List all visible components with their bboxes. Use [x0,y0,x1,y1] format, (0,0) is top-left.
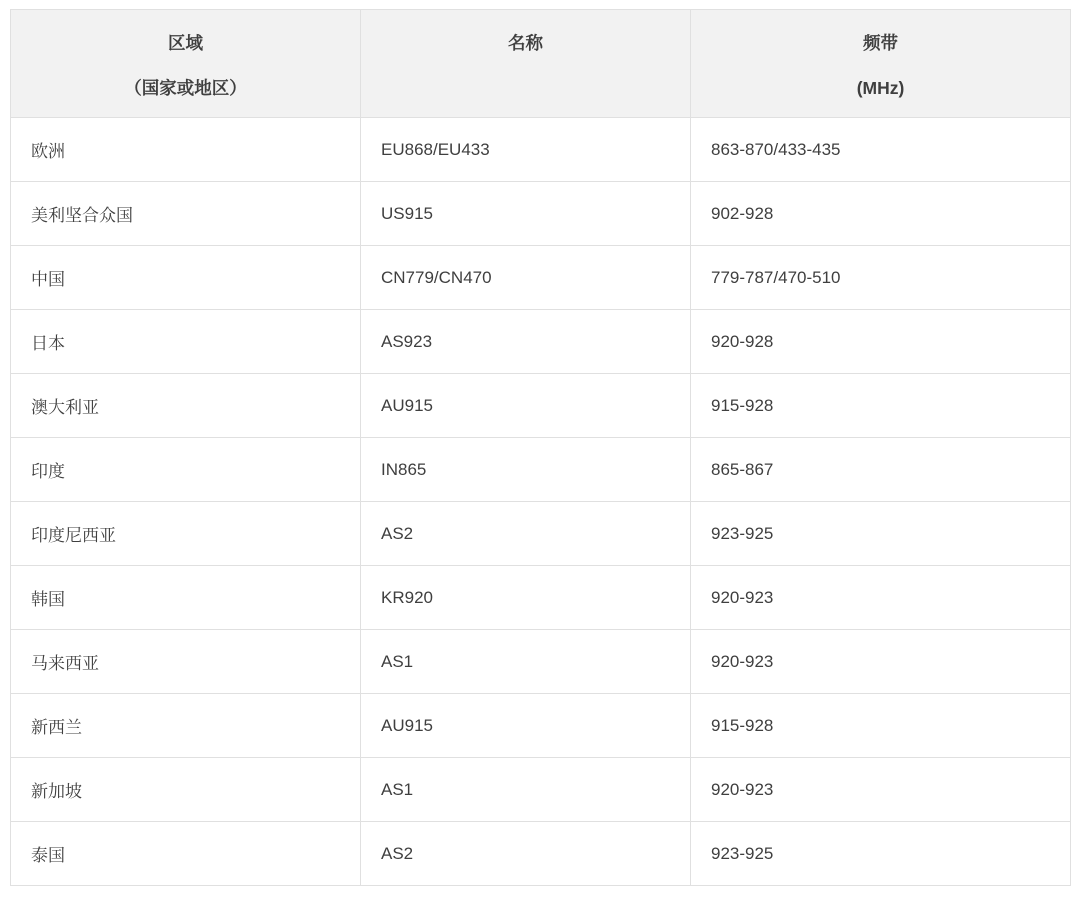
region-header-line2: （国家或地区） [124,78,247,98]
name-cell: KR920 [361,566,691,630]
name-column-header [361,10,691,118]
table-header [11,10,1071,118]
table-row [11,566,1071,630]
table-row [11,694,1071,758]
band-cell: 863-870/433-435 [691,118,1071,182]
band-cell: 915-928 [691,374,1071,438]
name-cell: AU915 [361,694,691,758]
name-header-line1: 名称 [508,33,543,53]
band-cell: 902-928 [691,182,1071,246]
region-cell: 澳大利亚 [11,374,361,438]
table-row [11,182,1071,246]
table-row [11,310,1071,374]
name-cell: AS2 [361,822,691,886]
name-cell: AS2 [361,502,691,566]
band-cell: 865-867 [691,438,1071,502]
region-cell: 日本 [11,310,361,374]
table-row [11,758,1071,822]
region-column-header [11,10,361,118]
region-cell: 新西兰 [11,694,361,758]
name-cell: AS923 [361,310,691,374]
table-row [11,438,1071,502]
band-cell: 923-925 [691,502,1071,566]
table-row [11,630,1071,694]
region-cell: 泰国 [11,822,361,886]
name-cell: AU915 [361,374,691,438]
table-body [11,118,1071,886]
band-cell: 923-925 [691,822,1071,886]
band-header-line1: 频带 [863,33,898,53]
name-cell: EU868/EU433 [361,118,691,182]
frequency-band-table-container [10,9,1071,886]
band-cell: 779-787/470-510 [691,246,1071,310]
band-header-line2: (MHz) [856,78,905,98]
name-cell: AS1 [361,758,691,822]
frequency-band-table [10,9,1071,886]
name-cell: CN779/CN470 [361,246,691,310]
name-cell: AS1 [361,630,691,694]
table-row [11,246,1071,310]
header-row [11,10,1071,118]
region-cell: 新加坡 [11,758,361,822]
table-row [11,822,1071,886]
band-cell: 920-923 [691,630,1071,694]
band-cell: 920-923 [691,566,1071,630]
region-cell: 欧洲 [11,118,361,182]
band-cell: 915-928 [691,694,1071,758]
band-cell: 920-928 [691,310,1071,374]
region-header-line1: 区域 [168,33,203,53]
band-cell: 920-923 [691,758,1071,822]
band-column-header [691,10,1071,118]
table-row [11,118,1071,182]
region-cell: 韩国 [11,566,361,630]
region-cell: 美利坚合众国 [11,182,361,246]
name-cell: US915 [361,182,691,246]
region-cell: 中国 [11,246,361,310]
table-row [11,502,1071,566]
name-header-line2 [361,66,690,111]
region-cell: 印度尼西亚 [11,502,361,566]
region-cell: 印度 [11,438,361,502]
region-cell: 马来西亚 [11,630,361,694]
name-cell: IN865 [361,438,691,502]
table-row [11,374,1071,438]
